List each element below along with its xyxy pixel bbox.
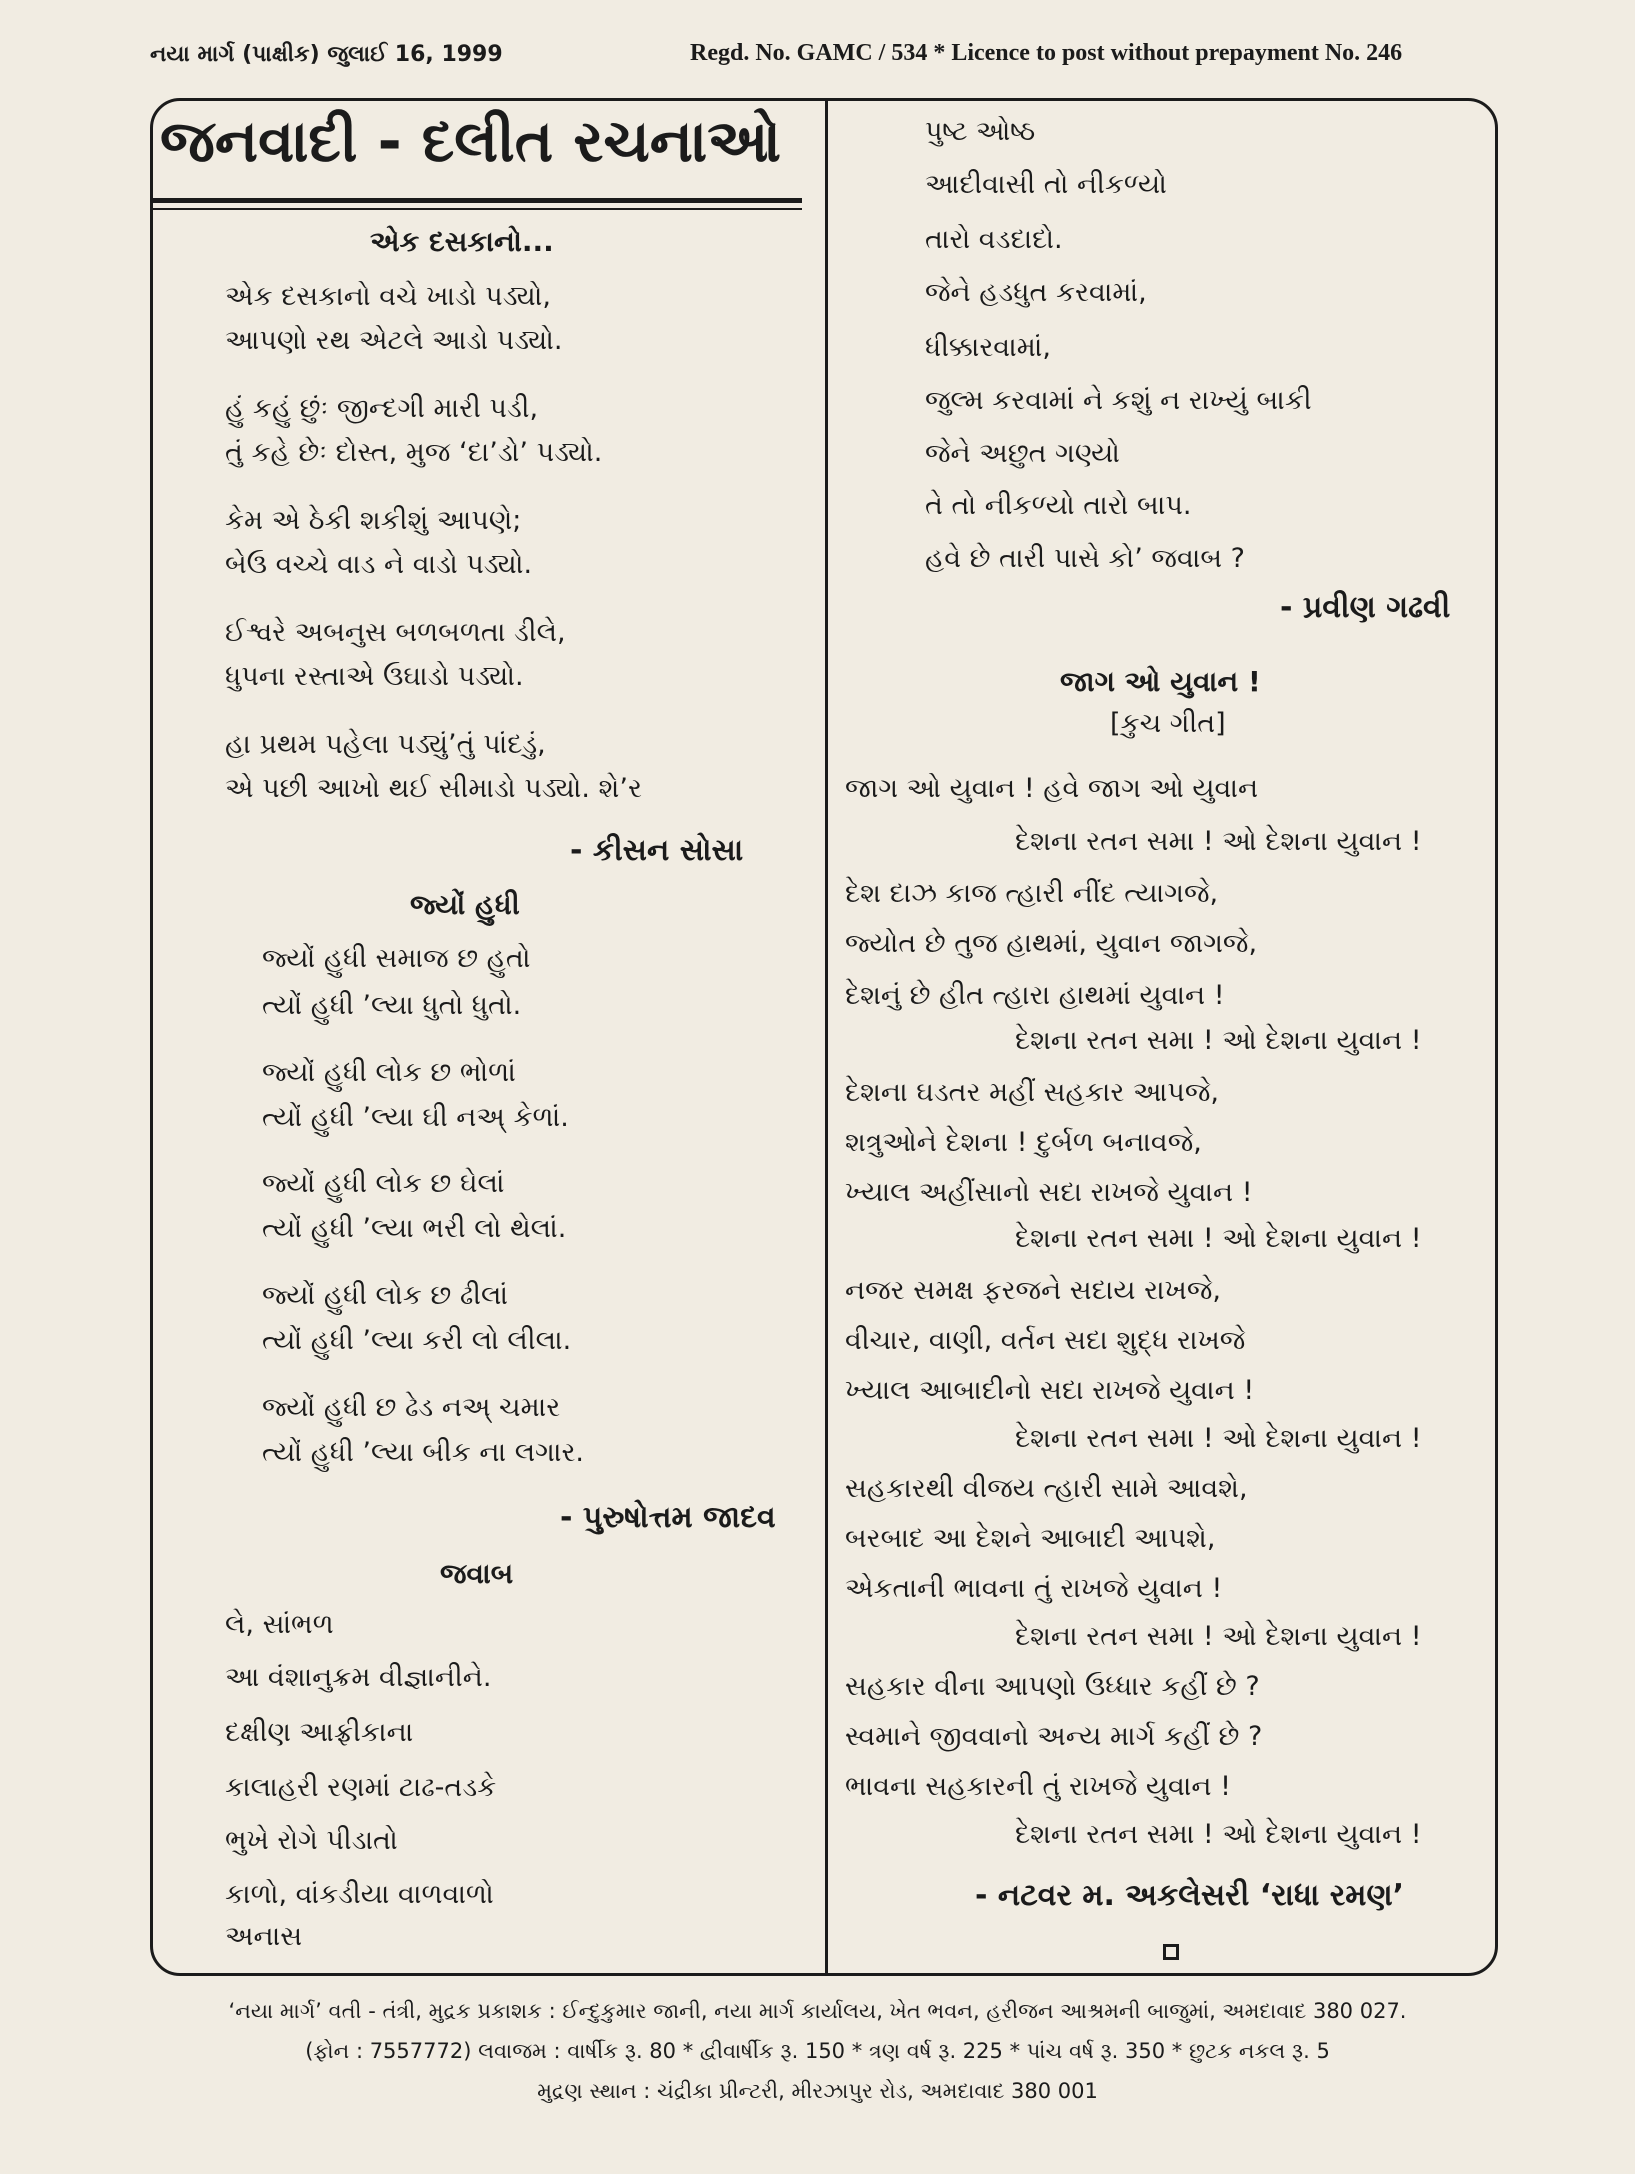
- poem4-line: દેશનું છે હીત ત્હારા હાથમાં યુવાન !: [845, 980, 1225, 1011]
- poem4-line: વીચાર, વાણી, વર્તન સદા શુદ્ધ રાખજે: [845, 1325, 1246, 1356]
- title-rule-thin: [152, 208, 802, 210]
- column-divider: [825, 100, 828, 1975]
- poem4-refrain: દેશના રતન સમા ! ઓ દેશના યુવાન !: [1015, 1423, 1422, 1454]
- footer-publisher: ‘નયા માર્ગ’ વતી - તંત્રી, મુદ્રક પ્રકાશક : ઈન્દુકુમાર જાની, નયા માર્ગ કાર્યાલય, ખેત ભવન, હરીજન આશ્રમની બાજુમાં, અમદાવાદ 380 027.: [228, 1999, 1407, 2023]
- poem2-line: ત્યોં હુધી ’લ્યા કરી લો લીલા.: [262, 1325, 572, 1356]
- poem4-line: નજર સમક્ષ ફરજને સદાય રાખજે,: [845, 1275, 1221, 1306]
- poem2-line: જ્યોં હુધી લોક છ ઢીલાં: [262, 1280, 508, 1311]
- registration-header: Regd. No. GAMC / 534 * Licence to post without prepayment No. 246: [690, 40, 1403, 66]
- poem1-line: કેમ એ ઠેકી શકીશું આપણે;: [225, 505, 522, 536]
- end-mark-square: [1163, 1944, 1179, 1960]
- poem2-line: ત્યોં હુધી ’લ્યા ઘી નઅ્ કેળાં.: [262, 1102, 569, 1133]
- poem4-line: ખ્યાલ આબાદીનો સદા રાખજે યુવાન !: [845, 1375, 1255, 1406]
- poem4-line: સહકાર વીના આપણો ઉધ્ધાર કહીં છે ?: [845, 1671, 1260, 1702]
- poem1-line: તું કહે છેઃ દોસ્ત, મુજ ‘દા’ડો’ પડ્યો.: [225, 437, 603, 468]
- poem4-title: જાગ ઓ યુવાન !: [1060, 665, 1261, 698]
- poem3-line: ધીક્કારવામાં,: [925, 332, 1051, 363]
- poem3-line: જુલ્મ કરવામાં ને કશું ન રાખ્યું બાકી: [925, 385, 1312, 416]
- poem2-line: જ્યોં હુધી છ ઢેડ નઅ્ ચમાર: [262, 1392, 561, 1423]
- poem1-line: એ પછી આખો થઈ સીમાડો પડ્યો. શે’ર: [225, 773, 642, 804]
- poem1-line: હું કહું છુંઃ જીન્દગી મારી પડી,: [225, 393, 539, 424]
- poem3-line: લે, સાંભળ: [225, 1609, 334, 1640]
- footer-printer: મુદ્રણ સ્થાન : ચંદ્રીકા પ્રીન્ટરી, મીરઝાપુર રોડ, અમદાવાદ 380 001: [537, 2079, 1098, 2103]
- poem4-line: સ્વમાને જીવવાનો અન્ય માર્ગ કહીં છે ?: [845, 1721, 1263, 1752]
- poem4-line: દેશના ઘડતર મહીં સહકાર આપજે,: [845, 1077, 1219, 1108]
- poem4-author: - નટવર મ. અકલેસરી ‘રાધા રમણ’: [975, 1878, 1405, 1913]
- poem3-line: પુષ્ટ ઓષ્ઠ: [925, 116, 1036, 147]
- poem1-line: ઈશ્વરે અબનુસ બળબળતા ડીલે,: [225, 617, 566, 648]
- poem4-line: ખ્યાલ અહીંસાનો સદા રાખજે યુવાન !: [845, 1177, 1253, 1208]
- poem2-title: જ્યોં હુધી: [410, 888, 520, 921]
- poem2-line: ત્યોં હુધી ’લ્યા બીક ના લગાર.: [262, 1437, 585, 1468]
- poem3-author: - પ્રવીણ ગઢવી: [1280, 590, 1451, 625]
- poem3-line: દક્ષીણ આફ્રીકાના: [225, 1717, 414, 1748]
- poem3-line: કાલાહરી રણમાં ટાઢ-તડકે: [225, 1772, 497, 1803]
- poem4-line: એકતાની ભાવના તું રાખજે યુવાન !: [845, 1573, 1223, 1604]
- poem4-refrain: દેશના રતન સમા ! ઓ દેશના યુવાન !: [1015, 1819, 1422, 1850]
- poem2-line: જ્યોં હુધી લોક છ ઘેલાં: [262, 1168, 505, 1199]
- poem2-author: - પુરુષોત્તમ જાદવ: [560, 1500, 776, 1535]
- poem3-line: હવે છે તારી પાસે કો’ જવાબ ?: [925, 543, 1245, 574]
- poem2-line: ત્યોં હુધી ’લ્યા ધુતો ધુતો.: [262, 990, 522, 1021]
- poem4-refrain: દેશના રતન સમા ! ઓ દેશના યુવાન !: [1015, 826, 1422, 857]
- poem1-author: - કીસન સોસા: [570, 833, 744, 868]
- section-title: જનવાદી - દલીત રચનાઓ: [160, 107, 781, 175]
- poem4-line: શત્રુઓને દેશના ! દુર્બળ બનાવજે,: [845, 1127, 1202, 1158]
- poem1-title: એક દસકાનો...: [370, 225, 554, 258]
- poem4-line: દેશ દાઝ કાજ ત્હારી નીંદ ત્યાગજે,: [845, 878, 1219, 909]
- poem1-line: ધુપના રસ્તાએ ઉઘાડો પડ્યો.: [225, 661, 524, 692]
- poem4-line: સહકારથી વીજય ત્હારી સામે આવશે,: [845, 1473, 1248, 1504]
- poem3-line: જેને હડધુત કરવામાં,: [925, 277, 1147, 308]
- poem4-line: જાગ ઓ યુવાન ! હવે જાગ ઓ યુવાન: [845, 773, 1259, 804]
- poem4-subtitle: [કુચ ગીત]: [1110, 708, 1226, 739]
- poem2-line: ત્યોં હુધી ’લ્યા ભરી લો થેલાં.: [262, 1213, 567, 1244]
- poem3-line: કાળો, વાંકડીયા વાળવાળો: [225, 1879, 494, 1910]
- footer-subscription: (ફોન : 7557772) લવાજમ : વાર્ષીક રૂ. 80 * દ્વીવાર્ષીક રૂ. 150 * ત્રણ વર્ષ રૂ. 225 * પાંચ વર્ષ રૂ. 350 * છુટક નકલ રૂ. 5: [305, 2039, 1330, 2063]
- poem4-refrain: દેશના રતન સમા ! ઓ દેશના યુવાન !: [1015, 1223, 1422, 1254]
- poem3-line: અનાસ: [225, 1921, 303, 1952]
- poem3-line: તે તો નીકળ્યો તારો બાપ.: [925, 490, 1192, 521]
- issue-header: નયા માર્ગ (પાક્ષીક) જુલાઈ 16, 1999: [150, 42, 503, 67]
- poem1-line: એક દસકાનો વચે ખાડો પડ્યો,: [225, 281, 551, 312]
- poem3-line: જેને અછુત ગણ્યો: [925, 438, 1120, 469]
- poem3-line: ભુખે રોગે પીડાતો: [225, 1825, 398, 1856]
- poem1-line: આપણો રથ એટલે આડો પડ્યો.: [225, 325, 563, 356]
- poem3-title: જવાબ: [440, 1557, 514, 1590]
- poem4-line: જ્યોત છે તુજ હાથમાં, યુવાન જાગજે,: [845, 928, 1258, 959]
- poem2-line: જ્યોં હુધી લોક છ ભોળાં: [262, 1057, 516, 1088]
- poem4-refrain: દેશના રતન સમા ! ઓ દેશના યુવાન !: [1015, 1025, 1422, 1056]
- poem4-line: ભાવના સહકારની તું રાખજે યુવાન !: [845, 1771, 1231, 1802]
- poem1-line: હા પ્રથમ પહેલા પડ્યું’તું પાંદડું,: [225, 729, 546, 760]
- poem4-refrain: દેશના રતન સમા ! ઓ દેશના યુવાન !: [1015, 1621, 1422, 1652]
- title-rule-thick: [152, 198, 802, 203]
- poem3-line: તારો વડદાદો.: [925, 224, 1063, 255]
- poem3-line: આદીવાસી તો નીકળ્યો: [925, 169, 1167, 200]
- poem2-line: જ્યોં હુધી સમાજ છ હુતો: [262, 943, 531, 974]
- poem4-line: બરબાદ આ દેશને આબાદી આપશે,: [845, 1523, 1216, 1554]
- poem1-line: બેઉ વચ્ચે વાડ ને વાડો પડ્યો.: [225, 549, 533, 580]
- poem3-line: આ વંશાનુક્રમ વીજ્ઞાનીને.: [225, 1662, 492, 1693]
